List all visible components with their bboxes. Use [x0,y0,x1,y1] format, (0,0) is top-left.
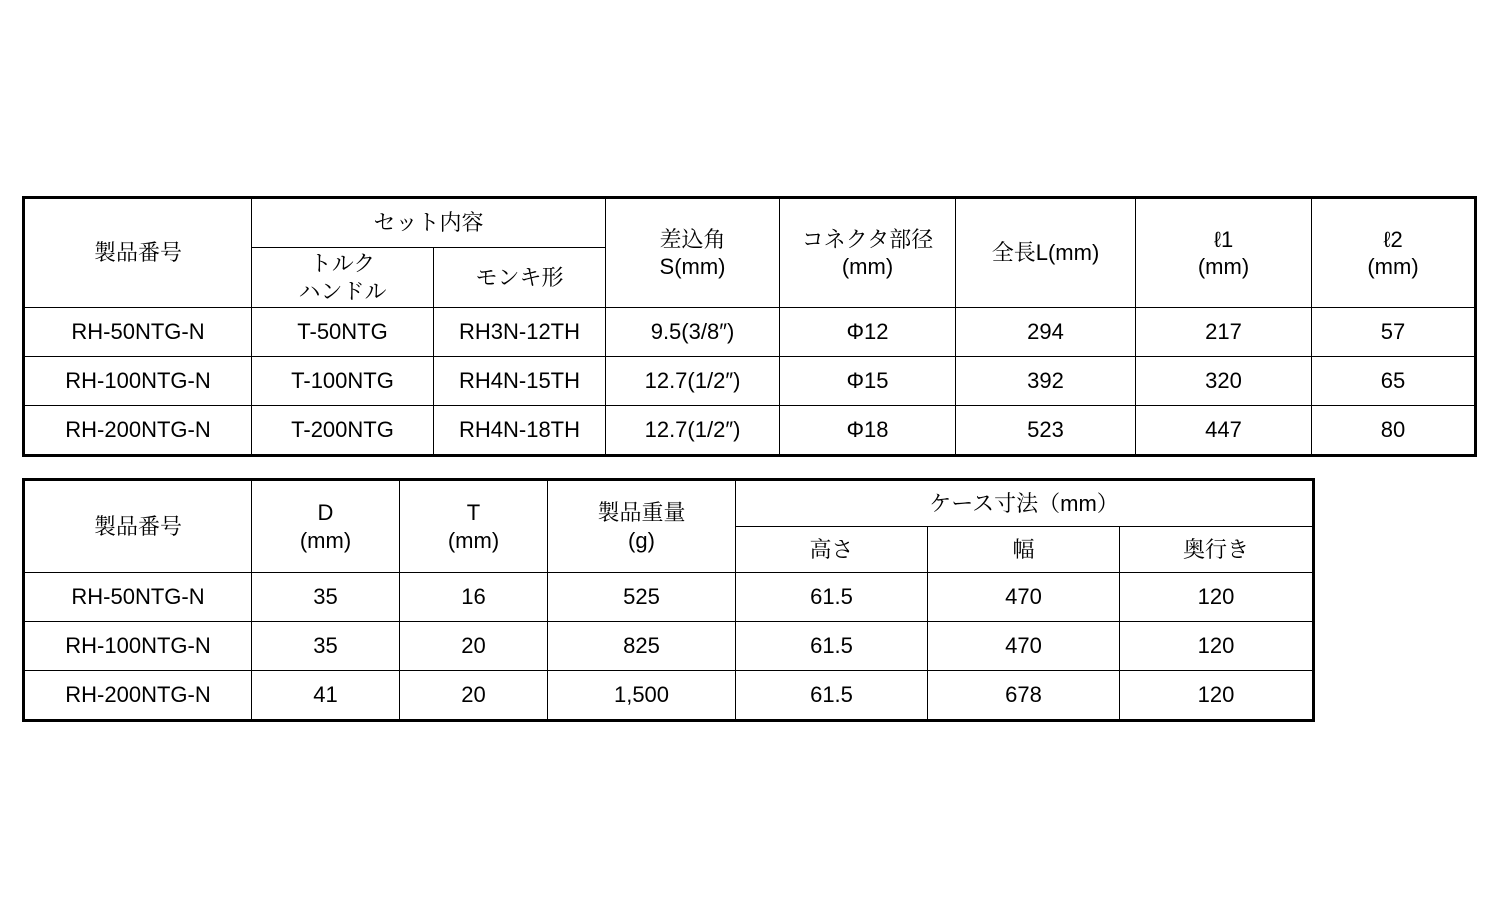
cell2-t: 20 [400,622,548,671]
header2-case-dimensions: ケース寸法（mm） [736,480,1314,527]
table-row [24,573,1314,622]
header-connector-diameter-line1: コネクタ部径 [801,226,934,252]
header-l2-line2: (mm) [1367,254,1419,279]
cell2-t: 20 [400,671,548,721]
table-row [24,406,1476,456]
cell2-weight: 825 [548,622,736,671]
cell2-d: 35 [252,622,400,671]
header-l1-line1: ℓ1 [1213,226,1234,252]
cell-monkey-type: RH4N-15TH [434,357,606,406]
cell-drive-square: 12.7(1/2″) [606,406,780,456]
header-l1 [1136,198,1312,308]
header-drive-square-line2: S(mm) [659,254,726,279]
header-l2 [1312,198,1476,308]
specification-table-primary [22,196,1477,457]
cell-connector-diameter: Φ15 [780,357,956,406]
cell-product-number: RH-50NTG-N [24,308,252,357]
cell2-product-number: RH-50NTG-N [24,573,252,622]
cell-l2: 65 [1312,357,1476,406]
cell-l1: 217 [1136,308,1312,357]
header-product-number: 製品番号 [24,198,252,308]
cell-l2: 80 [1312,406,1476,456]
cell2-weight: 525 [548,573,736,622]
header2-d [252,480,400,573]
header2-product-number: 製品番号 [24,480,252,573]
header2-d-line1: D [317,500,334,525]
cell-total-length: 523 [956,406,1136,456]
cell-torque-handle: T-200NTG [252,406,434,456]
table-row [24,671,1314,721]
cell2-depth: 120 [1120,573,1314,622]
header-drive-square [606,198,780,308]
cell2-depth: 120 [1120,622,1314,671]
cell-l1: 447 [1136,406,1312,456]
table-row [24,357,1476,406]
header-torque-handle [252,248,434,308]
header2-t-line1: T [466,500,481,525]
header-l2-line1: ℓ2 [1383,226,1403,252]
cell2-height: 61.5 [736,671,928,721]
header2-weight [548,480,736,573]
cell2-width: 470 [928,573,1120,622]
cell2-width: 470 [928,622,1120,671]
cell2-d: 41 [252,671,400,721]
cell-connector-diameter: Φ18 [780,406,956,456]
cell-monkey-type: RH4N-18TH [434,406,606,456]
header-set-contents: セット内容 [252,198,606,248]
cell-torque-handle: T-50NTG [252,308,434,357]
cell-product-number: RH-200NTG-N [24,406,252,456]
cell-torque-handle: T-100NTG [252,357,434,406]
header-l1-line2: (mm) [1197,254,1250,279]
cell-total-length: 392 [956,357,1136,406]
table-row [24,622,1314,671]
header2-weight-line1: 製品重量 [597,500,686,525]
cell-total-length: 294 [956,308,1136,357]
header-torque-handle-line1: トルク [309,251,376,276]
cell-drive-square: 12.7(1/2″) [606,357,780,406]
cell2-d: 35 [252,573,400,622]
header-connector-diameter [780,198,956,308]
cell2-height: 61.5 [736,622,928,671]
cell2-weight: 1,500 [548,671,736,721]
header2-t [400,480,548,573]
cell2-depth: 120 [1120,671,1314,721]
specification-table-secondary [22,478,1315,722]
cell-connector-diameter: Φ12 [780,308,956,357]
header2-t-line2: (mm) [447,527,500,553]
header2-height: 高さ [736,527,928,573]
cell-monkey-type: RH3N-12TH [434,308,606,357]
cell-l2: 57 [1312,308,1476,357]
header-drive-square-line1: 差込角 [659,226,726,252]
header2-width: 幅 [928,527,1120,573]
table-row [24,308,1476,357]
cell2-t: 16 [400,573,548,622]
cell2-product-number: RH-200NTG-N [24,671,252,721]
cell2-width: 678 [928,671,1120,721]
header-total-length: 全長L(mm) [956,198,1136,308]
table-header-row-top [24,198,1476,248]
header2-weight-line2: (g) [628,527,655,553]
table2-header-row-top [24,480,1314,527]
header2-d-line2: (mm) [299,527,352,553]
header2-depth: 奥行き [1120,527,1314,573]
cell2-product-number: RH-100NTG-N [24,622,252,671]
cell2-height: 61.5 [736,573,928,622]
header-torque-handle-line2: ハンドル [298,278,387,304]
cell-l1: 320 [1136,357,1312,406]
cell-product-number: RH-100NTG-N [24,357,252,406]
header-monkey-type: モンキ形 [434,248,606,308]
header-connector-diameter-line2: (mm) [841,254,894,279]
cell-drive-square: 9.5(3/8″) [606,308,780,357]
